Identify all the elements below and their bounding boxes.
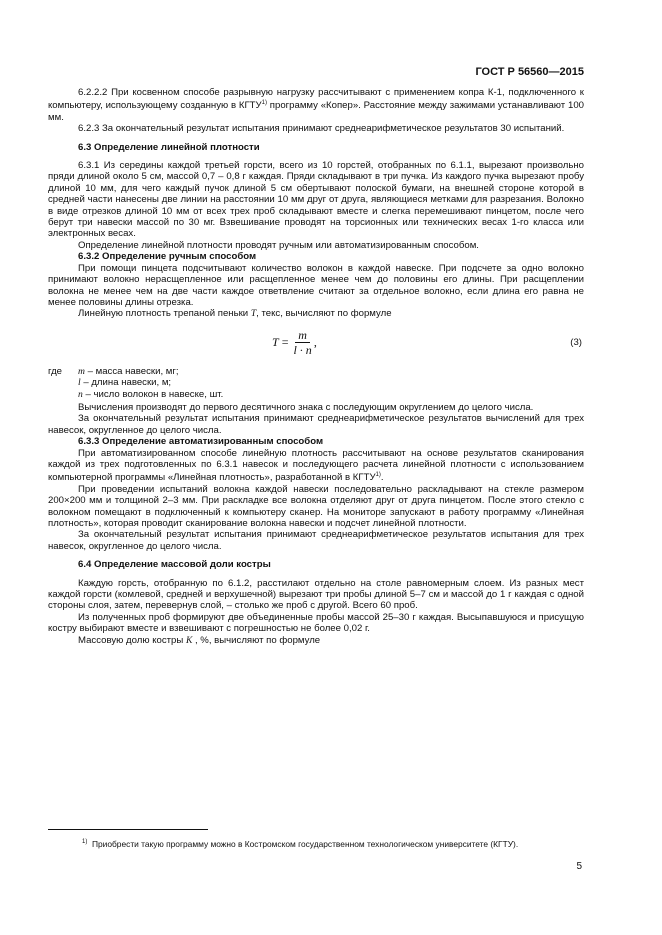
legend-text: – число волокон в навеске, шт. [82,388,224,400]
footnote-text: Приобрести такую программу можно в Костромском государственном технологическом университете (КГТУ). [92,839,519,849]
footnote-ref: 1) [375,472,381,479]
legend-label: где [48,365,63,377]
footnote [48,836,584,850]
formula-fraction [293,328,311,357]
paragraph-6-3-1: 6.3.1 Из середины каждой третьей горсти, всего из 10 горстей, отобранных по 6.1.1, вырезают произвольно пряди длиной около 5 см, массой 0,7 – 0,8 г каждая. Пряди складывают в три пучка. Из каждого пучка вырезают пробу длиной 10 мм, для чего каждый пучок длиной 5 см обертывают полоской бумаги, на внешней стороне которой в средней части нанесены две линии на расстоянии 10 мм друг от друга, являющиеся метками для разрезания. Волокно в виде отрезков длиной 10 мм от всех трех проб складывают вместе и слегка перемешивают пинцетом, после чего берут три навески массой по 30 мг. Взвешивание проводят на торсионных или технических весах 1-го класса или электронных весах. [48,160,584,240]
legend-item-n [48,389,584,400]
section-heading-6-4: 6.4 Определение массовой доли костры [78,559,271,571]
paragraph-rounding: Вычисления производят до первого десятичного знака с последующим округлением до целого числа. [78,401,534,413]
paragraph-6-3-1-methods: Определение линейной плотности проводят ручным или автоматизированным способом. [78,239,479,251]
formula-3 [48,326,584,362]
paragraph-6-3-3-b: При проведении испытаний волокна каждой навески последовательно раскладывают на стекле размером 200×200 мм и толщиной 2–3 мм. При раскладке все волокна отделяют друг от друга пинцетом. После этого стекло с волокном помещают в подключенный к компьютеру сканер. На мониторе запускают в работу программу «Линейная плотность», которая проводит сканирование волокна навески и подсчет линейной плотности. [48,483,584,529]
footnote-separator [48,829,208,830]
paragraph-6-3-3-a [48,448,584,484]
paragraph-formula-intro [48,308,584,319]
paragraph-6-4-b: Из полученных проб формируют две объединенные пробы массой 25–30 г каждая. Высыпавшуюся и присущую костру выбирают вместе и взвешивают с погрешностью не более 0,02 г. [48,611,584,635]
formula-equals: = [281,334,289,349]
legend-symbol: l [78,377,81,389]
paragraph-text: При автоматизированном способе линейную плотность рассчитывают на основе результатов сканирования каждой из трех подготовленных по 6.3.1 навесок и последующего расчета линейной плотности с использованием компьютерной программы «Линейная плотность», разработанной в КГТУ [48,447,584,484]
section-heading-6-3: 6.3 Определение линейной плотности [78,141,260,153]
paragraph-text: 6.2.2.2 При косвенном способе разрывную нагрузку рассчитывают с применением копра К-1, подключенного к компьютеру, использующему созданную в КГТУ [48,87,584,112]
formula-comma: , [313,334,317,349]
legend-item-m [78,366,179,377]
footnote-ref: 1) [261,100,267,107]
paragraph-result: За окончательный результат испытания принимают среднеарифметическое результатов вычислений для трех навесок, округленное до целого числа. [48,413,584,436]
paragraph-6-2-2-2 [48,87,584,123]
variable-symbol: Т [250,308,257,320]
formula-expression [272,328,317,357]
formula-number: (3) [570,336,582,348]
legend-item-l [48,377,584,388]
document-body [48,87,584,646]
paragraph-text: , %, вычисляют по формуле [192,634,321,646]
paragraph-text: , текс, вычисляют по формуле [256,308,392,320]
paragraph-6-3-2: При помощи пинцета подсчитывают количество волокон в каждой навеске. При подсчете за одно волокно принимают волокно нерасщепленное или расщепленное менее чем до половины его длины. При расщеплении волокна не менее чем на две части каждое ответвление считают за отдельное волокно, если длина его равна не менее половины длины отрезка. [48,262,584,308]
variable-symbol: К [185,634,193,646]
legend-symbol: n [78,388,83,400]
page-number: 5 [576,861,582,872]
section-heading-6-3-3: 6.3.3 Определение автоматизированным способом [78,436,324,448]
section-heading-6-3-2: 6.3.2 Определение ручным способом [78,251,257,263]
formula-legend [48,366,584,377]
standard-header: ГОСТ Р 56560—2015 [475,66,584,78]
legend-text: – длина навески, м; [80,377,172,389]
paragraph-6-2-3: 6.2.3 За окончательный результат испытания принимают среднеарифметическое результатов 30 испытаний. [78,123,565,135]
paragraph-6-3-3-c: За окончательный результат испытания принимают среднеарифметическое результатов испытания для трех навесок, округленное до целого числа. [48,529,584,552]
footnote-mark: 1) [82,839,88,845]
formula-numerator: m [295,328,310,343]
paragraph-text: Массовую долю костры [78,634,186,646]
paragraph-text: Линейную плотность трепаной пеньки [78,308,251,320]
formula-lhs: T [272,334,279,349]
paragraph-6-4-a: Каждую горсть, отобранную по 6.1.2, расстилают отдельно на столе равномерным слоем. Из разных мест каждой горсти (комлевой, средней и верхушечной) вырезают три пробы длиной 5–7 см и массой до 1 г каждая с одной стороны слоя, затем, перевернув слой, – столько же проб с другой. Всего 60 проб. [48,577,584,612]
formula-denominator: l · n [293,342,312,357]
paragraph-text: программу «Копер». Расстояние между зажимами устанавливают 100 мм. [48,100,584,123]
paragraph-text: . [380,472,384,484]
legend-symbol: m [78,365,85,377]
legend-text: – масса навески, мг; [84,365,179,377]
paragraph-6-4-c [48,635,584,646]
